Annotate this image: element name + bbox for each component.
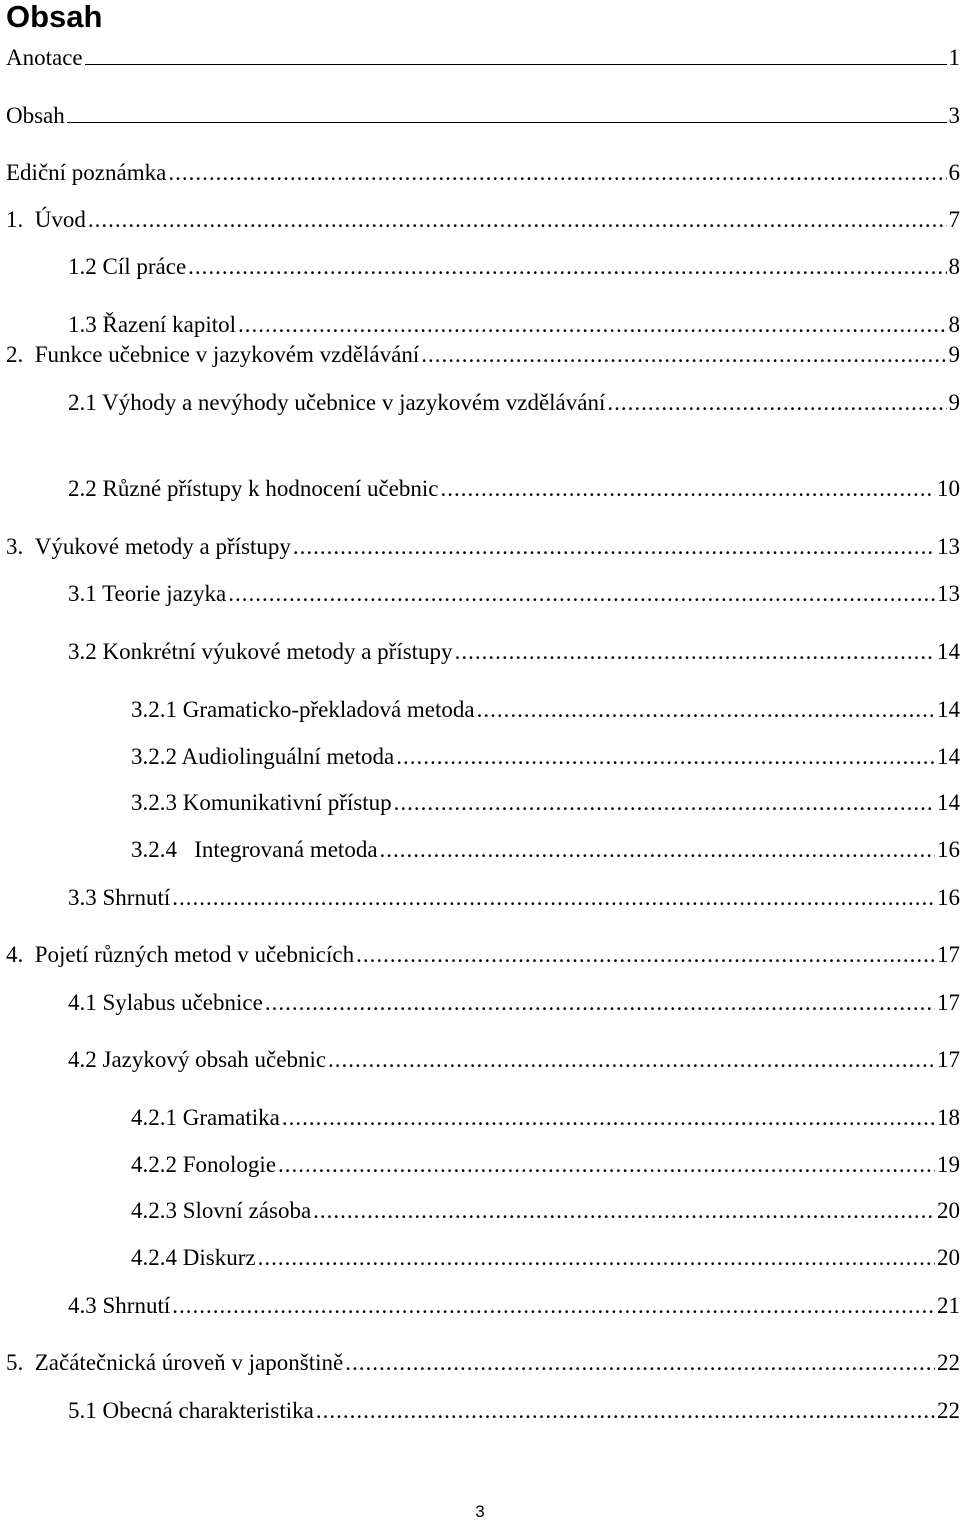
toc-entry-section-3-1[interactable] [68,580,960,608]
toc-entry-label: 4.2.1 Gramatika [131,1105,280,1130]
toc-entry-chapter-1[interactable] [6,206,960,234]
toc-entry-obsah[interactable] [6,102,960,130]
toc-entry-page: 16 [937,837,960,862]
toc-leader [293,533,935,561]
toc-leader [265,989,935,1017]
toc-leader [316,1397,935,1425]
toc-entry-section-3-2[interactable] [68,638,960,666]
toc-leader [455,638,935,666]
toc-entry-section-3-3[interactable] [68,884,960,912]
toc-entry-page: 8 [948,312,960,337]
toc-entry-label: 1.3 Řazení kapitol [68,312,236,337]
toc-entry-label: 2. Funkce učebnice v jazykovém vzdělávání [6,342,420,367]
toc-leader [282,1104,935,1132]
toc-entry-label: 1.2 Cíl práce [68,254,187,279]
toc-entry-label: 3.3 Shrnutí [68,885,171,910]
toc-entry-section-3-2-1[interactable] [131,696,960,724]
toc-entry-page: 10 [937,476,960,501]
toc-entry-anotace[interactable] [6,44,960,72]
toc-entry-page: 20 [937,1245,960,1270]
toc-entry-chapter-4[interactable] [6,941,960,969]
toc-entry-label: 3.1 Teorie jazyka [68,581,227,606]
toc-leader [188,253,946,281]
toc-entry-section-1-3[interactable] [68,311,960,339]
toc-entry-label: 2.1 Výhody a nevýhody učebnice v jazykovém vzdělávání [68,390,606,415]
toc-entry-label: Anotace [6,45,83,70]
toc-entry-label: 4.1 Sylabus učebnice [68,990,263,1015]
toc-leader [172,1292,935,1320]
toc-entry-section-3-2-4[interactable] [131,836,960,864]
toc-entry-label: 3.2.3 Komunikativní přístup [131,790,392,815]
toc-entry-chapter-5[interactable] [6,1349,960,1377]
toc-entry-page: 14 [937,790,960,815]
toc-entry-section-2-1[interactable] [68,389,960,417]
toc-entry-page: 9 [948,342,960,367]
toc-entry-label: 5. Začátečnická úroveň v japonštině [6,1350,344,1375]
toc-leader [85,51,947,65]
toc-entry-section-3-2-3[interactable] [131,789,960,817]
toc-entry-chapter-3[interactable] [6,533,960,561]
toc-entry-page: 8 [948,254,960,279]
toc-entry-section-4-2-4[interactable] [131,1244,960,1272]
page-title: Obsah [6,0,103,34]
toc-entry-section-4-2-1[interactable] [131,1104,960,1132]
toc-leader [345,1349,935,1377]
toc-entry-label: 4.2 Jazykový obsah učebnic [68,1047,327,1072]
toc-entry-label: Ediční poznámka [6,160,167,185]
toc-entry-label: 3.2.4 Integrovaná metoda [131,837,378,862]
toc-leader [67,109,947,123]
page-number: 3 [475,1502,485,1521]
toc-leader [238,311,947,339]
toc-entry-page: 9 [948,390,960,415]
toc-entry-page: 3 [948,103,960,128]
toc-leader [88,206,947,234]
toc-entry-page: 7 [948,207,960,232]
toc-entry-label: 3.2.1 Gramaticko-překladová metoda [131,697,475,722]
toc-entry-edicni-poznamka[interactable] [6,159,960,187]
toc-leader [168,159,946,187]
toc-leader [172,884,935,912]
toc-leader [477,696,935,724]
toc-leader [258,1244,935,1272]
toc-leader [356,941,935,969]
toc-entry-page: 22 [937,1350,960,1375]
toc-entry-page: 14 [937,639,960,664]
toc-leader [607,389,946,417]
toc-entry-section-4-2-3[interactable] [131,1197,960,1225]
toc-entry-page: 17 [937,1047,960,1072]
toc-entry-section-2-2[interactable] [68,475,960,503]
toc-entry-section-1-2[interactable] [68,253,960,281]
toc-entry-label: 4. Pojetí různých metod v učebnicích [6,942,355,967]
toc-entry-page: 14 [937,744,960,769]
toc-entry-label: 3. Výukové metody a přístupy [6,534,291,559]
toc-entry-chapter-2[interactable] [6,341,960,369]
toc-leader [421,341,946,369]
toc-entry-section-4-1[interactable] [68,989,960,1017]
toc-leader [278,1151,935,1179]
toc-leader [394,789,935,817]
toc-entry-label: 3.2.2 Audiolinguální metoda [131,744,395,769]
toc-leader [380,836,935,864]
toc-entry-page: 17 [937,990,960,1015]
toc-entry-page: 17 [937,942,960,967]
toc-entry-label: 4.2.3 Slovní zásoba [131,1198,312,1223]
toc-leader [440,475,935,503]
toc-entry-label: 4.2.4 Diskurz [131,1245,256,1270]
toc-leader [228,580,935,608]
toc-entry-label: 5.1 Obecná charakteristika [68,1398,314,1423]
toc-entry-page: 18 [937,1105,960,1130]
toc-entry-page: 20 [937,1198,960,1223]
toc-entry-page: 14 [937,697,960,722]
toc-leader [396,743,935,771]
toc-entry-page: 1 [948,45,960,70]
toc-entry-label: 4.3 Shrnutí [68,1293,171,1318]
toc-entry-page: 6 [948,160,960,185]
toc-entry-page: 21 [937,1293,960,1318]
toc-leader [313,1197,935,1225]
toc-entry-label: 1. Úvod [6,207,86,232]
toc-entry-section-4-3[interactable] [68,1292,960,1320]
toc-entry-label: 3.2 Konkrétní výukové metody a přístupy [68,639,453,664]
toc-entry-page: 13 [937,534,960,559]
toc-entry-section-5-1[interactable] [68,1397,960,1425]
toc-entry-label: 4.2.2 Fonologie [131,1152,277,1177]
toc-entry-page: 16 [937,885,960,910]
toc-entry-section-4-2-2[interactable] [131,1151,960,1179]
toc-entry-section-4-2[interactable] [68,1046,960,1074]
toc-entry-section-3-2-2[interactable] [131,743,960,771]
toc-entry-page: 22 [937,1398,960,1423]
toc-entry-page: 13 [937,581,960,606]
toc-leader [328,1046,935,1074]
toc-entry-page: 19 [937,1152,960,1177]
toc-entry-label: 2.2 Různé přístupy k hodnocení učebnic [68,476,439,501]
toc-entry-label: Obsah [6,103,65,128]
